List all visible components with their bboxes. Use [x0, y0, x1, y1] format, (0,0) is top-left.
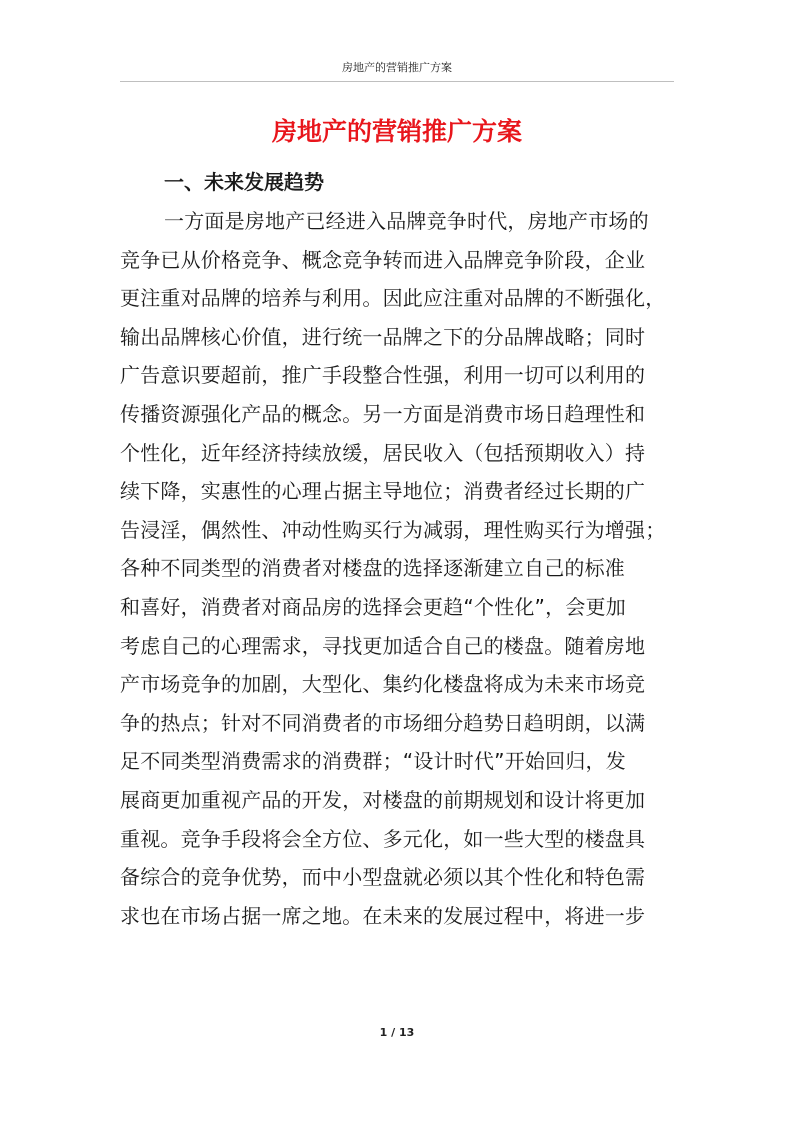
paragraph-line: 各种不同类型的消费者对楼盘的选择逐渐建立自己的标准 [120, 556, 625, 581]
paragraph-line: 求也在市场占据一席之地。在未来的发展过程中，将进一步 [120, 903, 646, 928]
paragraph-line: 传播资源强化产品的概念。另一方面是消费市场日趋理性和 [120, 401, 646, 426]
paragraph-line: 一方面是房地产已经进入品牌竞争时代，房地产市场的 [164, 209, 649, 233]
header-divider [120, 81, 674, 82]
section-heading: 一、未来发展趋势 [164, 170, 324, 194]
body-text [120, 202, 676, 935]
paragraph-line: 和喜好，消费者对商品房的选择会更趋“个性化”，会更加 [120, 594, 626, 619]
paragraph-line: 输出品牌核心价值，进行统一品牌之下的分品牌战略；同时 [120, 324, 646, 349]
page-number: 1 / 13 [379, 1026, 415, 1039]
document-title: 房地产的营销推广方案 [271, 117, 522, 146]
paragraph-line: 考虑自己的心理需求，寻找更加适合自己的楼盘。随着房地 [120, 633, 646, 658]
paragraph-line: 备综合的竞争优势，而中小型盘就必须以其个性化和特色需 [120, 865, 646, 890]
paragraph-line: 展商更加重视产品的开发，对楼盘的前期规划和设计将更加 [120, 787, 646, 812]
paragraph-line: 产市场竞争的加剧，大型化、集约化楼盘将成为未来市场竞 [120, 672, 646, 697]
paragraph-line: 续下降，实惠性的心理占据主导地位；消费者经过长期的广 [120, 479, 646, 504]
paragraph-line: 竞争已从价格竞争、概念竞争转而进入品牌竞争阶段，企业 [120, 247, 646, 272]
running-header: 房地产的营销推广方案 [342, 61, 452, 74]
paragraph-line: 争的热点；针对不同消费者的市场细分趋势日趋明朗，以满 [120, 710, 646, 735]
paragraph-line: 足不同类型消费需求的消费群；“设计时代”开始回归，发 [120, 749, 626, 774]
paragraph-line: 广告意识要超前，推广手段整合性强，利用一切可以利用的 [120, 363, 646, 388]
paragraph-line: 告浸淫，偶然性、冲动性购买行为减弱，理性购买行为增强； [120, 517, 666, 542]
paragraph-line: 更注重对品牌的培养与利用。因此应注重对品牌的不断强化， [120, 286, 666, 311]
paragraph-line: 个性化，近年经济持续放缓，居民收入（包括预期收入）持 [120, 440, 646, 465]
paragraph-line: 重视。竞争手段将会全方位、多元化，如一些大型的楼盘具 [120, 826, 646, 851]
